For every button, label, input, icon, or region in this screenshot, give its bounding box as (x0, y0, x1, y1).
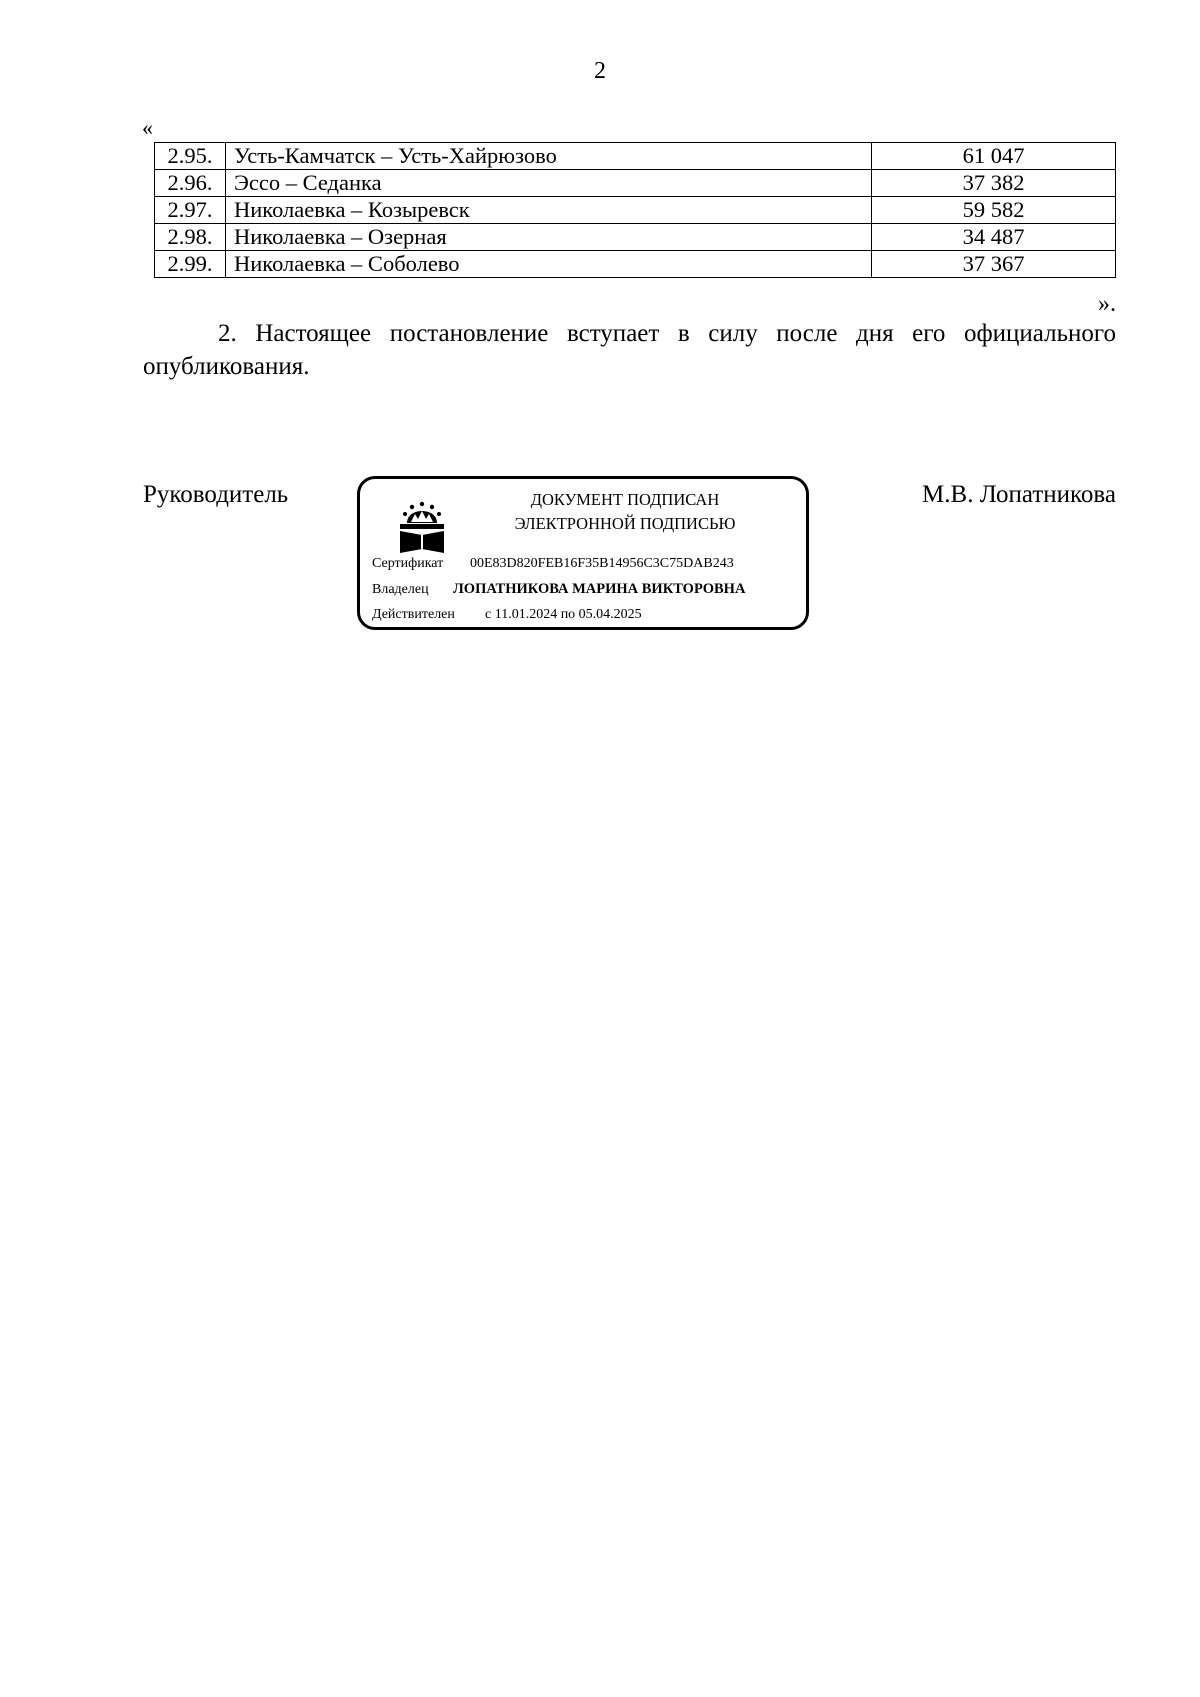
stamp-heading-line1: ДОКУМЕНТ ПОДПИСАН (530, 490, 720, 509)
route-name: Николаевка – Соболево (226, 251, 872, 278)
route-name: Усть-Камчатск – Усть-Хайрюзово (226, 143, 872, 170)
row-number: 2.95. (155, 143, 226, 170)
validity-value: с 11.01.2024 по 05.04.2025 (485, 607, 642, 622)
table-row (155, 251, 1116, 278)
route-name: Николаевка – Озерная (226, 224, 872, 251)
signer-title: Руководитель (143, 481, 289, 508)
row-number: 2.96. (155, 170, 226, 197)
signer-name: М.В. Лопатникова (922, 481, 1116, 508)
stamp-heading-line2: ЭЛЕКТРОННОЙ ПОДПИСЬЮ (514, 514, 736, 533)
row-number: 2.98. (155, 224, 226, 251)
certificate-value: 00E83D820FEB16F35B14956C3C75DAB243 (470, 556, 734, 571)
table-row (155, 224, 1116, 251)
routes-table (154, 142, 1116, 278)
page-number: 2 (594, 58, 606, 84)
route-value: 61 047 (872, 143, 1116, 170)
route-value: 37 367 (872, 251, 1116, 278)
table-row (155, 170, 1116, 197)
row-number: 2.97. (155, 197, 226, 224)
owner-row (372, 580, 745, 599)
table-row (155, 143, 1116, 170)
route-value: 37 382 (872, 170, 1116, 197)
electronic-signature-stamp (357, 476, 809, 630)
row-number: 2.99. (155, 251, 226, 278)
route-value: 59 582 (872, 197, 1116, 224)
route-name: Эссо – Седанка (226, 170, 872, 197)
validity-row (372, 606, 642, 624)
table-row (155, 197, 1116, 224)
route-value: 34 487 (872, 224, 1116, 251)
validity-label: Действителен (372, 607, 455, 622)
coat-of-arms-icon (396, 495, 448, 555)
owner-value: ЛОПАТНИКОВА МАРИНА ВИКТОРОВНА (453, 581, 746, 597)
effective-date-paragraph: 2. Настоящее постановление вступает в силу после дня его официального опубликования. (143, 320, 1116, 380)
owner-label: Владелец (372, 582, 429, 597)
certificate-label: Сертификат (372, 556, 444, 571)
closing-quote: ». (1098, 291, 1116, 317)
opening-quote: « (142, 115, 153, 140)
route-name: Николаевка – Козыревск (226, 197, 872, 224)
certificate-row (372, 555, 734, 573)
